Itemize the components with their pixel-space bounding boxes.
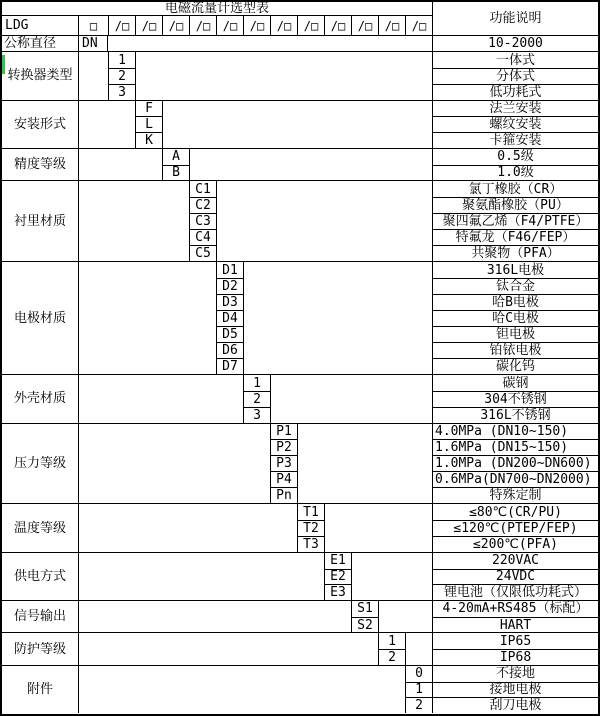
code-cell: L	[136, 116, 162, 132]
slot-box: /□	[297, 16, 324, 35]
code-cell: F	[145, 100, 153, 116]
value-cell: 4.0MPa (DN10~150)	[435, 424, 569, 440]
code-cell: 1	[406, 682, 432, 698]
value-cell: IP68	[433, 649, 598, 665]
value-column	[432, 504, 598, 551]
code-cell: P1	[276, 424, 292, 440]
value-cell: 304不锈钢	[433, 391, 598, 407]
code-cell: P2	[271, 439, 297, 455]
code-column	[162, 149, 190, 180]
section-label: 公称直径	[2, 36, 79, 51]
code-cell: 3	[109, 84, 135, 100]
code-column	[405, 666, 432, 713]
section-accuracy	[2, 148, 598, 180]
slot-box: /□	[378, 16, 405, 35]
code-cell: 0	[415, 666, 423, 682]
value-cell: 氯丁橡胶（CR）	[468, 181, 563, 197]
code-column	[297, 504, 325, 551]
slot-box: /□	[135, 16, 162, 35]
code-cell: D4	[217, 310, 243, 326]
scan-artifact	[2, 55, 5, 74]
value-cell: 220VAC	[492, 553, 539, 569]
value-column	[432, 601, 598, 632]
code-cell: B	[163, 165, 189, 181]
value-column	[432, 181, 598, 261]
value-cell: ≤120℃(PTEP/FEP)	[433, 520, 598, 536]
code-cell: P4	[271, 471, 297, 487]
code-column	[135, 101, 163, 148]
code-cell: 2	[406, 697, 432, 713]
value-column	[432, 666, 598, 713]
code-cell: 2	[379, 649, 405, 665]
code-cell: C2	[190, 197, 216, 213]
value-cell: 钽电极	[433, 326, 598, 342]
value-cell: 聚四氟乙烯（F4/PTFE）	[433, 213, 598, 229]
value-cell: IP65	[499, 633, 532, 649]
code-cell: E3	[325, 584, 351, 600]
code-column	[108, 52, 136, 99]
code-cell: 2	[109, 68, 135, 84]
section-lining	[2, 180, 598, 261]
code-cell: E2	[325, 569, 351, 585]
section-protection	[2, 632, 598, 664]
code-cell: A	[172, 149, 180, 165]
value-column	[432, 553, 598, 600]
value-cell: 铂铱电极	[433, 342, 598, 358]
value-cell: 24VDC	[433, 569, 598, 585]
code-cell: T1	[303, 504, 319, 520]
section-label: 信号输出	[2, 601, 79, 632]
value-cell: 聚氨酯橡胶（PU）	[433, 197, 598, 213]
code-cell: C1	[195, 181, 211, 197]
slot-box: /□	[162, 16, 189, 35]
section-installation	[2, 100, 598, 148]
code-column	[270, 424, 298, 504]
table-title: 电磁流量计选型表	[2, 2, 432, 16]
value-cell: 碳钢	[502, 375, 529, 391]
model-prefix: LDG	[2, 16, 79, 35]
code-cell: D1	[222, 262, 238, 278]
code-column	[243, 375, 271, 422]
value-cell: 1.0MPa (DN200~DN600)	[433, 455, 598, 471]
value-cell: 一体式	[495, 52, 535, 68]
value-column	[432, 424, 598, 504]
value-column	[432, 101, 598, 148]
section-label: 精度等级	[2, 149, 79, 180]
model-code-row	[2, 16, 432, 35]
slot-box: /□	[270, 16, 297, 35]
code-cell: C3	[190, 213, 216, 229]
value-cell: 哈C电极	[433, 310, 598, 326]
code-cell: D5	[217, 326, 243, 342]
code-cell: T2	[298, 520, 324, 536]
section-housing	[2, 374, 598, 422]
value-cell: 1.0级	[433, 165, 598, 181]
code-cell: S1	[357, 601, 373, 617]
section-label: 安装形式	[2, 101, 79, 148]
section-signal-output	[2, 600, 598, 632]
dn-code-cell: DN	[79, 36, 108, 51]
slot-box: /□	[405, 16, 432, 35]
code-cell: Pn	[271, 487, 297, 503]
section-label: 转换器类型	[2, 52, 79, 99]
code-cell: T3	[298, 536, 324, 552]
value-cell: 10-2000	[488, 36, 543, 52]
value-cell: 接地电极	[433, 682, 598, 698]
section-power-supply	[2, 552, 598, 600]
value-cell: ≤80℃(CR/PU)	[469, 504, 562, 520]
code-column	[351, 601, 379, 632]
value-column	[432, 52, 598, 99]
slot-box: /□	[108, 16, 135, 35]
value-cell: 316L电极	[486, 262, 545, 278]
function-column-header: 功能说明	[489, 11, 542, 26]
value-cell: 刮刀电极	[433, 697, 598, 713]
code-column	[378, 633, 406, 664]
section-label: 防护等级	[2, 633, 79, 664]
value-cell: 法兰安装	[489, 100, 542, 116]
section-temperature	[2, 503, 598, 551]
value-cell: 0.6MPa(DN700~DN2000)	[433, 471, 598, 487]
section-converter-type	[2, 51, 598, 99]
value-cell: 卡箍安装	[433, 132, 598, 148]
code-cell: S2	[352, 617, 378, 633]
table-header	[2, 2, 598, 35]
slot-box: /□	[351, 16, 378, 35]
section-electrode	[2, 261, 598, 374]
value-cell: 碳化钨	[433, 358, 598, 374]
value-cell: 低功耗式	[433, 84, 598, 100]
value-column	[432, 375, 598, 422]
value-column	[432, 262, 598, 374]
code-cell: C4	[190, 229, 216, 245]
value-column	[432, 36, 598, 51]
section-label: 附件	[2, 666, 79, 713]
code-cell: 1	[118, 52, 126, 68]
section-label: 温度等级	[2, 504, 79, 551]
value-cell: 钛合金	[433, 278, 598, 294]
value-cell: 1.6MPa (DN15~150)	[433, 439, 598, 455]
code-column	[324, 553, 352, 600]
value-cell: 螺纹安装	[433, 116, 598, 132]
section-label: 电极材质	[2, 262, 79, 374]
value-cell: 特殊定制	[433, 487, 598, 503]
section-label: 压力等级	[2, 424, 79, 504]
value-cell: 分体式	[433, 68, 598, 84]
model-box: □	[89, 18, 98, 33]
value-cell: 4-20mA+RS485（标配）	[442, 601, 589, 617]
code-cell: 1	[388, 633, 396, 649]
code-cell: 3	[244, 407, 270, 423]
slot-box: /□	[243, 16, 270, 35]
value-cell: 特氟龙（F46/FEP）	[433, 229, 598, 245]
value-cell: 不接地	[495, 666, 535, 682]
code-column	[216, 262, 244, 374]
section-label: 外壳材质	[2, 375, 79, 422]
value-cell: 0.5级	[497, 149, 534, 165]
value-cell: 哈B电极	[433, 294, 598, 310]
value-cell: 316L不锈钢	[433, 407, 598, 423]
value-cell: ≤200℃(PFA)	[433, 536, 598, 552]
slot-box: /□	[324, 16, 351, 35]
code-cell: E1	[330, 553, 346, 569]
code-cell: 1	[253, 375, 261, 391]
section-pressure	[2, 423, 598, 504]
value-cell: 锂电池（仅限低功耗式）	[433, 584, 598, 600]
value-cell: 共聚物（PFA）	[433, 245, 598, 261]
code-column	[189, 181, 217, 261]
code-cell: D6	[217, 342, 243, 358]
section-label: 供电方式	[2, 553, 79, 600]
code-cell: 2	[244, 391, 270, 407]
section-label: 衬里材质	[2, 181, 79, 261]
code-cell: D7	[217, 358, 243, 374]
slot-box: /□	[189, 16, 216, 35]
code-cell: C5	[190, 245, 216, 261]
value-cell: HART	[433, 617, 598, 633]
slot-box: /□	[216, 16, 243, 35]
code-cell: D3	[217, 294, 243, 310]
code-cell: D2	[217, 278, 243, 294]
code-cell: K	[136, 132, 162, 148]
section-accessory	[2, 665, 598, 713]
code-cell: P3	[271, 455, 297, 471]
value-column	[432, 149, 598, 180]
section-nominal-diameter	[2, 35, 598, 51]
value-column	[432, 633, 598, 664]
header-left	[2, 2, 433, 35]
